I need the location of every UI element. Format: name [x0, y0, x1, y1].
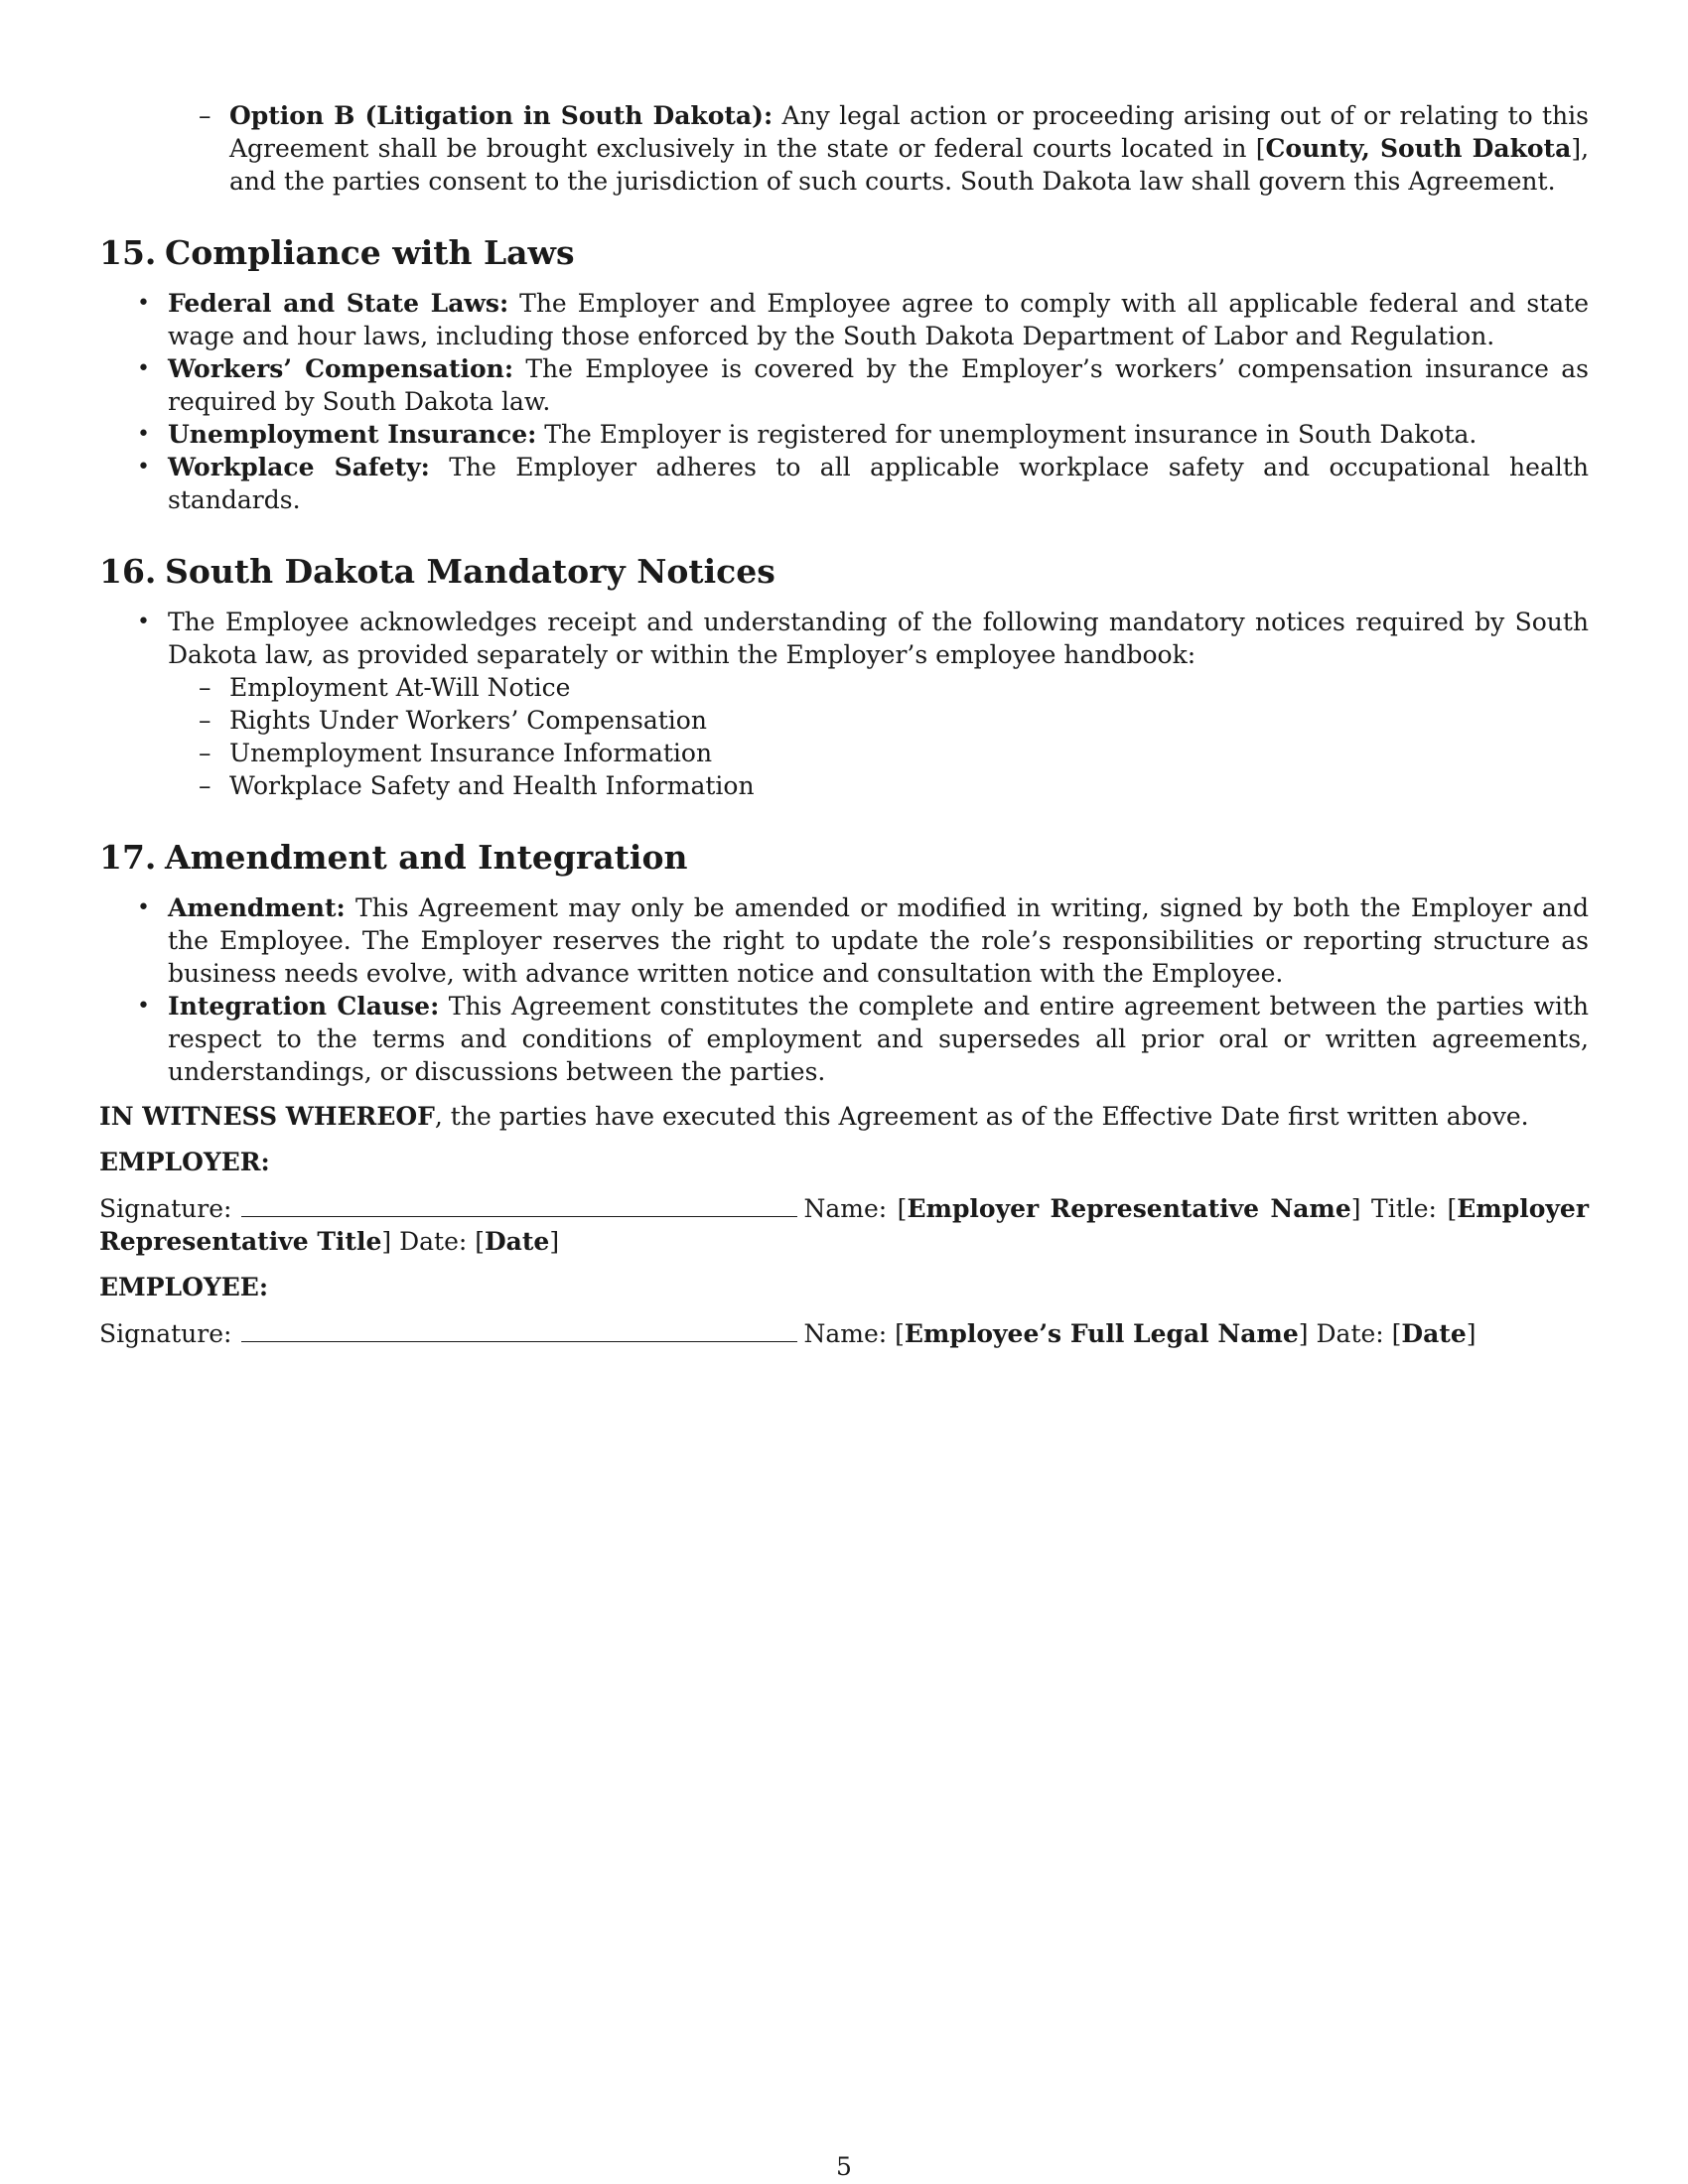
list-item — [99, 418, 1589, 451]
section-15-heading — [99, 233, 1589, 273]
option-b-text-end: ], and the parties consent to the jurisdiction of such courts. South Dakota law shall govern this Agreement. — [229, 134, 1590, 196]
notice-text: Employment At-Will Notice — [229, 673, 571, 702]
notice-text: Rights Under Workers’ Compensation — [229, 706, 707, 735]
notice-item — [168, 737, 1589, 769]
list-item — [99, 990, 1589, 1088]
item-text: This Agreement may only be amended or modified in writing, signed by both the Employer and the Employee. The Employer reserves the right to update the role’s responsibilities or reporting structure as business needs evolve, with advance written notice and consultation with the Employee. — [168, 893, 1589, 988]
notices-list — [168, 671, 1589, 802]
item-text: The Employee is covered by the Employer’s workers’ compensation insurance as required by South Dakota law. — [168, 354, 1589, 416]
notice-item — [168, 769, 1589, 802]
employee-name-placeholder: Employee’s Full Legal Name — [904, 1319, 1299, 1348]
section-15-list — [99, 287, 1589, 516]
section-title: South Dakota Mandatory Notices — [165, 552, 775, 591]
list-item — [99, 451, 1589, 516]
county-placeholder: County, South Dakota — [1265, 134, 1572, 163]
date-label: ] Date: [ — [381, 1227, 485, 1256]
employer-heading: EMPLOYER: — [99, 1148, 270, 1176]
name-label: Name: [ — [803, 1319, 905, 1348]
bracket-close: ] — [1466, 1319, 1477, 1348]
item-text: The Employer is registered for unemployment insurance in South Dakota. — [536, 420, 1477, 449]
item-text: This Agreement constitutes the complete and entire agreement between the parties with respect to the terms and conditions of employment and supersedes all prior oral or written agreements, understandings, or discussions between the parties. — [168, 992, 1589, 1086]
employer-date-placeholder: Date — [485, 1227, 550, 1256]
dash-marker: – — [199, 771, 211, 800]
employee-date-placeholder: Date — [1401, 1319, 1467, 1348]
dash-marker: – — [199, 101, 211, 130]
dash-marker: – — [199, 706, 211, 735]
notice-text: Unemployment Insurance Information — [229, 739, 713, 767]
date-label: ] Date: [ — [1298, 1319, 1402, 1348]
employer-signature-block — [99, 1192, 1589, 1258]
employee-signature-line[interactable] — [241, 1319, 797, 1342]
bullet-marker: • — [137, 994, 150, 1019]
section-17-heading — [99, 838, 1589, 878]
section-number: 17. — [99, 838, 157, 877]
notices-intro: The Employee acknowledges receipt and understanding of the following mandatory notices required by South Dakota law, as provided separately or within the Employer’s employee handbook: — [168, 608, 1589, 669]
section-17-list — [99, 891, 1589, 1088]
notice-text: Workplace Safety and Health Information — [229, 771, 755, 800]
witness-text: , the parties have executed this Agreement as of the Effective Date first written above. — [434, 1102, 1529, 1131]
section-16-heading — [99, 552, 1589, 592]
signature-label: Signature: — [99, 1194, 232, 1223]
dash-marker: – — [199, 739, 211, 767]
list-item — [99, 352, 1589, 418]
employee-signature-block — [99, 1317, 1589, 1350]
section-number: 16. — [99, 552, 157, 591]
page-number: 5 — [836, 2152, 852, 2181]
employer-signature-line[interactable] — [241, 1194, 797, 1217]
option-b-label: Option B (Litigation in South Dakota): — [229, 101, 774, 130]
section-16-list — [99, 606, 1589, 802]
item-text: The Employer and Employee agree to comply with all applicable federal and state wage and hour laws, including those enforced by the South Dakota Department of Labor and Regulation. — [168, 289, 1589, 350]
notice-item — [168, 671, 1589, 704]
item-label: Amendment: — [168, 893, 346, 922]
section-title: Amendment and Integration — [165, 838, 688, 877]
item-label: Federal and State Laws: — [168, 289, 509, 318]
employee-heading: EMPLOYEE: — [99, 1273, 269, 1301]
signature-label: Signature: — [99, 1319, 232, 1348]
list-item — [99, 891, 1589, 990]
witness-label: IN WITNESS WHEREOF — [99, 1102, 435, 1131]
section-number: 15. — [99, 233, 157, 272]
employer-name-placeholder: Employer Representative Name — [907, 1194, 1351, 1223]
bullet-marker: • — [137, 422, 150, 447]
bullet-marker: • — [137, 610, 150, 634]
bullet-marker: • — [137, 895, 150, 920]
witness-statement — [99, 1100, 1589, 1133]
item-label: Workplace Safety: — [168, 453, 430, 481]
bullet-marker: • — [137, 291, 150, 316]
section-title: Compliance with Laws — [165, 233, 575, 272]
bullet-marker: • — [137, 455, 150, 479]
list-item — [99, 287, 1589, 352]
item-text: The Employer adheres to all applicable workplace safety and occupational health standards. — [168, 453, 1589, 514]
notice-item — [168, 704, 1589, 737]
document-page — [99, 99, 1589, 1350]
bracket-close: ] — [549, 1227, 560, 1256]
list-item — [99, 606, 1589, 802]
title-label: ] Title: [ — [1350, 1194, 1458, 1223]
employer-title-placeholder: Employer Representative Title — [99, 1194, 1590, 1256]
bullet-marker: • — [137, 356, 150, 381]
option-b-item — [99, 99, 1589, 198]
item-label: Workers’ Compensation: — [168, 354, 514, 383]
option-b-text: Any legal action or proceeding arising out of or relating to this Agreement shall be brought exclusively in the state or federal courts located in [ — [229, 101, 1589, 163]
dash-marker: – — [199, 673, 211, 702]
name-label: Name: [ — [803, 1194, 908, 1223]
item-label: Unemployment Insurance: — [168, 420, 537, 449]
item-label: Integration Clause: — [168, 992, 440, 1021]
